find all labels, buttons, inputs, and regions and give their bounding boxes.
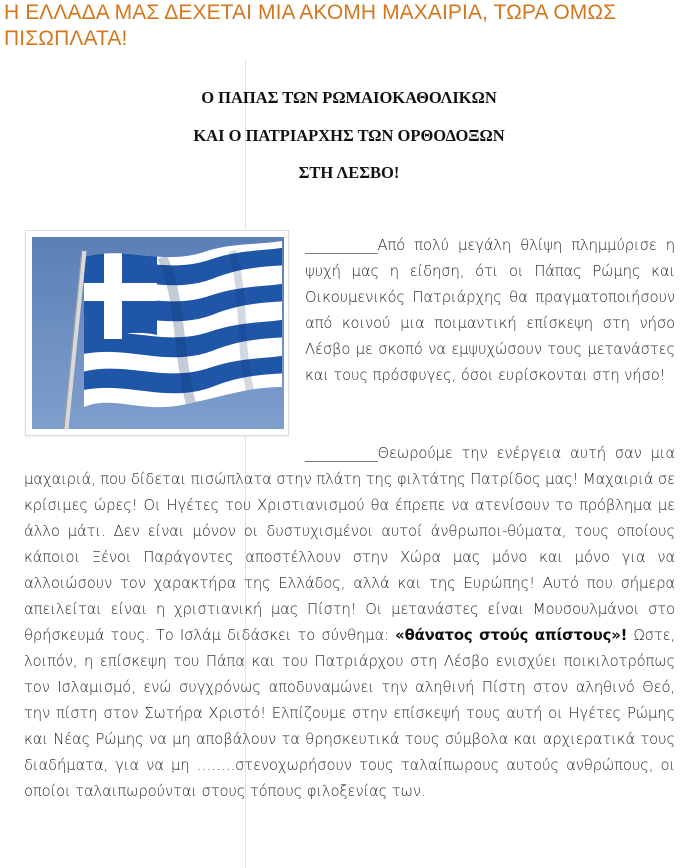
heading-line-3: ΣΤΗ ΛΕΣΒΟ!	[298, 163, 400, 182]
paragraph-2	[24, 441, 675, 868]
heading-line-2: ΚΑΙ Ο ΠΑΤΡΙΑΡΧΗΣ ΤΩΝ ΟΡΘΟΔΟΞΩΝ	[193, 126, 505, 145]
greek-flag-image	[32, 237, 284, 429]
post-title[interactable]: Η ΕΛΛΑΔΑ ΜΑΣ ΔΕΧΕΤΑΙ ΜΙΑ ΑΚΟΜΗ ΜΑΧΑΙΡΙΑ, ΤΩΡΑ ΟΜΩΣ ΠΙΣΩΠΛΑΤΑ!	[4, 1, 617, 50]
bold-quote: «θάνατος στούς απίστους»!	[395, 627, 628, 644]
paragraph-2-text: __________Θεωρούμε την ενέργεια αυτή σαν μια μαχαιριά, που δίδεται πισώπλατα στην πλάτη της φιλτάτης Πατρίδος μας! Μαχαιριά σε κρίσιμες ώρες! Οι Ηγέτες του Χριστιανισμού θα έπρεπε να ατενίσουν το πρόβλημα με άλλο μάτι. Δεν είναι μόνον οι δυστυχισμένοι αυτοί άνθρωποι-θύματα, τους οποίους κάποιοι Ξένοι Παράγοντες αποστέλλουν στην Χώρα μας μόνο και μόνο για να αλλοιώσουν τον χαρακτήρα της Ελλάδος, αλλά και της Ευρώπης! Αυτό που σήμερα απειλείται είναι η χριστιανική μας Πίστη! Οι μετανάστες είναι Μουσουλμάνοι στο θρήσκευμά τους. Το Ισλάμ διδάσκει το σύνθημα:	[24, 445, 675, 644]
paragraph-1: __________Από πολύ μεγάλη θλίψη πλημμύρισε η ψυχή μας η είδηση, ότι οι Πάπας Ρώμης και Οικουμενικός Πατριάρχης θα πραγματοποιήσουν από κοινού μια ποιμαντική επίσκεψη στη νήσο Λέσβο με σκοπό να εμψυχώσουν τους μετανάστες και τους πρόσφυγες, όσοι ευρίσκονται στη νήσο!	[305, 237, 675, 384]
flag-image-frame	[25, 230, 289, 436]
heading-line-1: Ο ΠΑΠΑΣ ΤΩΝ ΡΩΜΑΙΟΚΑΘΟΛΙΚΩΝ	[201, 88, 497, 107]
paragraph-2-text-end: Ωστε, λοιπόν, η επίσκεψη του Πάπα και του Πατριάρχου στη Λέσβο ενισχύει ποικιλοτρόπως τον Ισλαμισμό, ενώ συγχρόνως αποδυναμώνει την αληθινή Πίστη στον αληθινό Θεό, την πίστη στον Σωτήρα Χριστό! Ελπίζουμε στην επίσκεψή τους αυτή οι Ηγέτες Ρώμης και Νέας Ρώμης να μη αποβάλουν τα θρησκευτικά τους σύμβολα και αρχιερατικά τους διαδήματα, για να μη ……..στενοχωρήσουν τους ταλαίπωρους αυτούς ανθρώπους, οι οποίοι ταλαιπωρούνται στους τόπους φιλοξενίας των.	[24, 627, 675, 800]
